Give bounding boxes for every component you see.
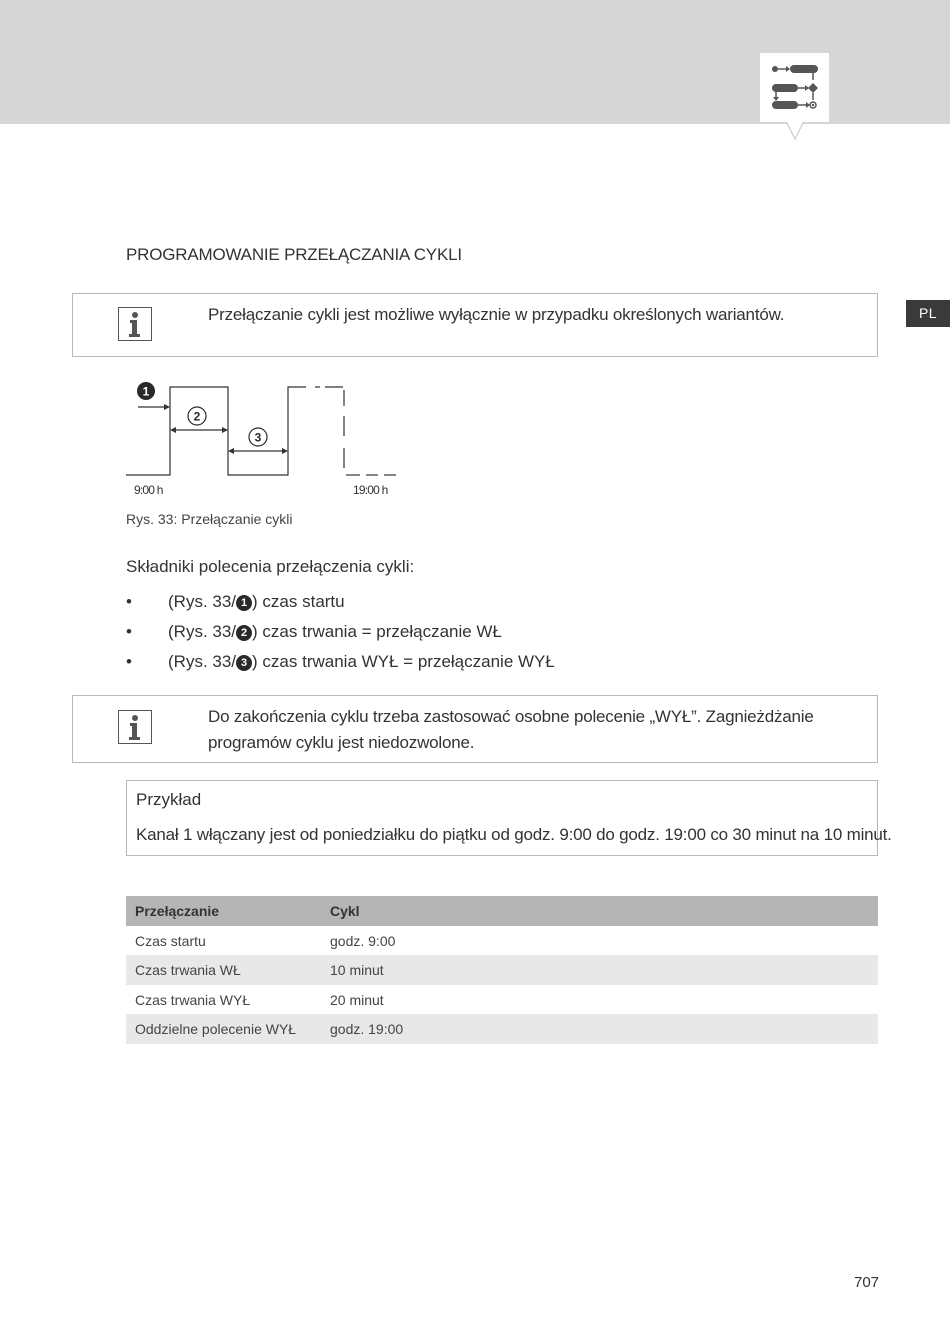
svg-text:3: 3 (254, 430, 262, 445)
components-heading: Składniki polecenia przełączenia cykli: (126, 557, 415, 576)
table-cell: Czas trwania WYŁ (135, 991, 251, 1008)
svg-text:1: 1 (142, 384, 150, 399)
info-icon (118, 307, 152, 341)
figure-marker-1 (137, 382, 155, 400)
note-text: Przełączanie cykli jest możliwe wyłącznie w przypadku określonych wariantów. (208, 305, 785, 324)
item-text: ) czas trwania WYŁ = przełączanie WYŁ (252, 652, 555, 671)
item-text: ) czas trwania = przełączanie WŁ (252, 622, 502, 641)
number-badge: 1 (236, 595, 252, 611)
cycle-diagram (120, 372, 410, 502)
item-prefix: (Rys. 33/ (168, 592, 237, 611)
list-item (126, 590, 555, 620)
time-end-label: 19:00 h (353, 483, 388, 497)
number-badge: 3 (236, 655, 252, 671)
table-cell: 10 minut (330, 962, 384, 978)
table-row (126, 955, 878, 985)
components-list (126, 590, 555, 680)
time-start-label: 9:00 h (134, 483, 163, 497)
item-prefix: (Rys. 33/ (168, 652, 237, 671)
bullet: • (126, 652, 132, 671)
language-tab[interactable]: PL (906, 300, 950, 327)
logo-pointer (787, 122, 803, 138)
table-cell: godz. 9:00 (330, 932, 396, 949)
bullet: • (126, 592, 132, 611)
info-icon (118, 710, 152, 744)
section-title: PROGRAMOWANIE PRZEŁĄCZANIA CYKLI (126, 245, 462, 264)
table-header-row (126, 896, 878, 926)
column-header: Cykl (330, 903, 360, 919)
table-row (126, 985, 878, 1015)
example-title: Przykład (136, 790, 202, 809)
column-header: Przełączanie (135, 903, 220, 919)
settings-table (126, 896, 878, 1044)
info-note (72, 695, 878, 763)
figure-marker-3 (249, 428, 267, 446)
item-prefix: (Rys. 33/ (168, 622, 237, 641)
info-note (72, 293, 878, 357)
figure-marker-2 (188, 407, 206, 425)
program-flow-icon (760, 53, 829, 122)
table-cell: Czas startu (135, 932, 206, 949)
item-text: ) czas startu (252, 592, 345, 611)
example-box (126, 780, 892, 856)
table-cell: 20 minut (330, 991, 384, 1008)
list-item (126, 620, 555, 650)
table-row (126, 926, 878, 956)
table-cell: godz. 19:00 (330, 1021, 404, 1037)
example-text: Kanał 1 włączany jest od poniedziałku do piątku od godz. 9:00 do godz. 19:00 co 30 minut na 10 minut. (136, 825, 892, 844)
list-item (126, 650, 555, 680)
number-badge: 2 (236, 625, 252, 641)
table-row (126, 1014, 878, 1044)
svg-text:2: 2 (193, 409, 201, 424)
figure-caption: Rys. 33: Przełączanie cykli (126, 511, 293, 527)
bullet: • (126, 622, 132, 641)
table-cell: Czas trwania WŁ (135, 962, 241, 978)
page-number: 707 (854, 1274, 880, 1291)
table-cell: Oddzielne polecenie WYŁ (135, 1021, 297, 1037)
note-text: Do zakończenia cyklu trzeba zastosować osobne polecenie „WYŁ”. Zagnieżdżanie programów cyklu jest niedozwolone. (208, 707, 814, 752)
